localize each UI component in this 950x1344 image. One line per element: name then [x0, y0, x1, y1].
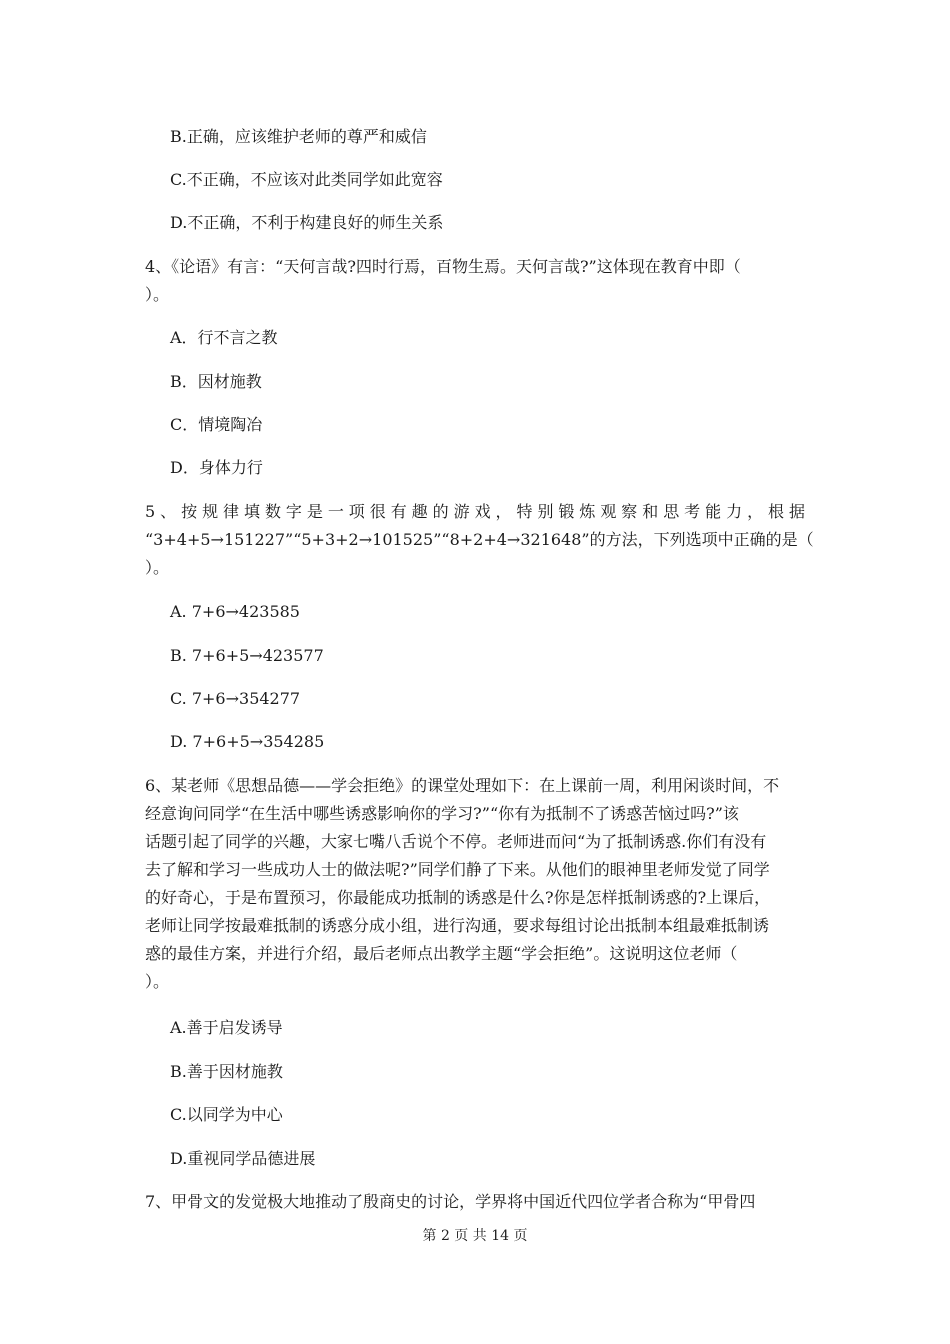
q5-stem-line-3: ）。: [145, 558, 170, 577]
q3-option-b: B.正确，应该维护老师的尊严和威信: [170, 127, 427, 146]
q6-stem-line-2: 经意询问同学“在生活中哪些诱惑影响你的学习?”“你有为抵制不了诱惑苦恼过吗?”该: [145, 804, 739, 823]
q6-stem-line-3: 话题引起了同学的兴趣，大家七嘴八舌说个不停。老师进而问“为了抵制诱惑.你们有没有: [145, 832, 767, 851]
q4-option-d: D．身体力行: [170, 458, 263, 477]
q5-stem-line-1: 5、按规律填数字是一项很有趣的游戏，特别锻炼观察和思考能力，根据: [145, 502, 805, 521]
q6-stem-line-1: 6、某老师《思想品德——学会拒绝》的课堂处理如下：在上课前一周，利用闲谈时间，不: [145, 776, 780, 795]
q6-stem-line-6: 老师让同学按最难抵制的诱惑分成小组，进行沟通，要求每组讨论出抵制本组最难抵制诱: [145, 916, 770, 935]
q6-stem-line-7: 惑的最佳方案，并进行介绍，最后老师点出教学主题“学会拒绝”。这说明这位老师（: [145, 944, 738, 963]
q6-option-a: A.善于启发诱导: [170, 1018, 283, 1037]
q4-option-b: B．因材施教: [170, 372, 262, 391]
q6-option-c: C.以同学为中心: [170, 1105, 283, 1124]
q3-option-d: D.不正确，不利于构建良好的师生关系: [170, 213, 444, 232]
q6-option-d: D.重视同学品德进展: [170, 1149, 316, 1168]
q5-option-b: B. 7+6+5→423577: [170, 646, 324, 665]
q6-option-b: B.善于因材施教: [170, 1062, 283, 1081]
q4-stem-line-2: ）。: [145, 285, 170, 304]
q4-option-a: A．行不言之教: [170, 328, 278, 347]
q6-stem-line-4: 去了解和学习一些成功人士的做法呢?”同学们静了下来。从他们的眼神里老师发觉了同学: [145, 860, 770, 879]
q6-stem-line-8: ）。: [145, 972, 170, 991]
q6-stem-line-5: 的好奇心，于是布置预习，你最能成功抵制的诱惑是什么?你是怎样抵制诱惑的?上课后，: [145, 888, 771, 907]
page-footer: 第 2 页 共 14 页: [422, 1228, 528, 1244]
q7-stem-line-1: 7、甲骨文的发觉极大地推动了殷商史的讨论，学界将中国近代四位学者合称为“甲骨四: [145, 1192, 756, 1211]
q5-option-c: C. 7+6→354277: [170, 689, 301, 708]
q3-option-c: C.不正确，不应该对此类同学如此宽容: [170, 170, 443, 189]
q5-option-a: A. 7+6→423585: [170, 602, 300, 621]
q5-stem-line-2: “3+4+5→151227”“5+3+2→101525”“8+2+4→321648”的方法，下列选项中正确的是（: [145, 530, 814, 549]
q5-option-d: D. 7+6+5→354285: [170, 732, 325, 751]
q4-option-c: C．情境陶冶: [170, 415, 263, 434]
q4-stem-line-1: 4、《论语》有言：“天何言哉?四时行焉，百物生焉。天何言哉?”这体现在教育中即（: [145, 257, 741, 276]
